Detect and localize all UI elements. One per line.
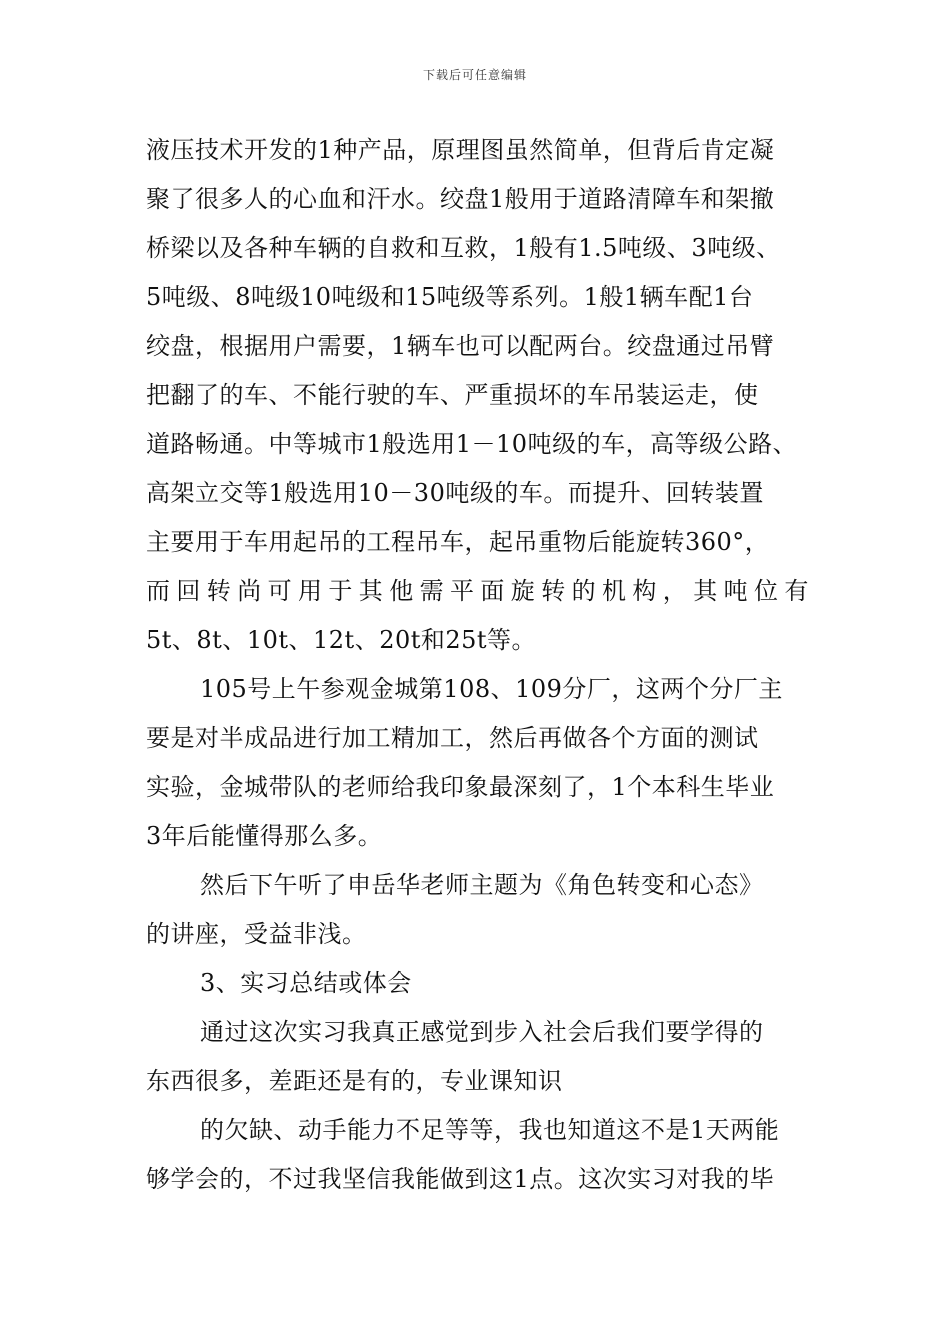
text-line: 3年后能懂得那么多。	[146, 822, 383, 850]
text-line: 而回转尚可用于其他需平面旋转的机构，其吨位有	[146, 577, 815, 605]
paragraph-first-line: 通过这次实习我真正感觉到步入社会后我们要学得的	[200, 1018, 764, 1046]
text-line: 高架立交等1般选用10－30吨级的车。而提升、回转装置	[146, 479, 764, 507]
section-heading: 3、实习总结或体会	[200, 969, 412, 997]
text-line: 5吨级、8吨级10吨级和15吨级等系列。1般1辆车配1台	[146, 283, 754, 311]
text-line: 东西很多，差距还是有的，专业课知识	[146, 1067, 563, 1095]
text-line: 实验，金城带队的老师给我印象最深刻了，1个本科生毕业	[146, 773, 775, 801]
text-line: 桥梁以及各种车辆的自救和互救，1般有1.5吨级、3吨级、	[146, 234, 781, 262]
header-note: 下载后可任意编辑	[422, 68, 527, 82]
text-line: 主要用于车用起吊的工程吊车，起吊重物后能旋转360°，	[146, 528, 770, 556]
body-text	[146, 126, 836, 1204]
text-line: 把翻了的车、不能行驶的车、严重损坏的车吊装运走，使	[146, 381, 759, 409]
text-line: 道路畅通。中等城市1般选用1－10吨级的车，高等级公路、	[146, 430, 798, 458]
text-line: 聚了很多人的心血和汗水。绞盘1般用于道路清障车和架撤	[146, 185, 775, 213]
text-line: 的讲座，受益非浅。	[146, 920, 367, 948]
text-line: 绞盘，根据用户需要，1辆车也可以配两台。绞盘通过吊臂	[146, 332, 775, 360]
paragraph-first-line: 的欠缺、动手能力不足等等，我也知道这不是1天两能	[200, 1116, 780, 1144]
text-line: 5t、8t、10t、12t、20t和25t等。	[146, 626, 537, 654]
text-line: 够学会的，不过我坚信我能做到这1点。这次实习对我的毕	[146, 1165, 775, 1193]
paragraph-first-line: 105号上午参观金城第108、109分厂，这两个分厂主	[200, 675, 783, 703]
text-line: 要是对半成品进行加工精加工，然后再做各个方面的测试	[146, 724, 759, 752]
text-line: 液压技术开发的1种产品，原理图虽然简单，但背后肯定凝	[146, 136, 775, 164]
paragraph-first-line: 然后下午听了申岳华老师主题为《角色转变和心态》	[200, 871, 764, 899]
